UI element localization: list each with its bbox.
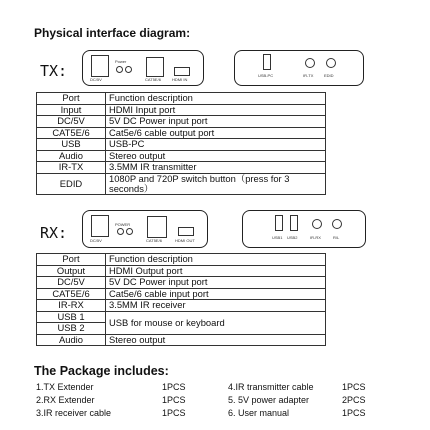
tx-front-panel <box>82 50 204 86</box>
table-row <box>37 162 326 174</box>
tx-edid-label: EDID <box>324 73 334 78</box>
hdmi-port-icon <box>178 227 194 236</box>
tx-cat-label: CAT5E/6 <box>145 77 161 82</box>
port-cell: USB <box>37 139 106 151</box>
dc-port-icon <box>91 55 109 77</box>
rx-usb1-label: USB1 <box>272 235 283 240</box>
port-cell: Audio <box>37 150 106 162</box>
rx-port-table <box>36 253 326 346</box>
rx-hdmi-label: HDMI OUT <box>175 238 195 243</box>
package-qty: 1PCS <box>162 408 186 418</box>
desc-cell: Cat5e/6 cable output port <box>106 127 326 139</box>
package-qty: 1PCS <box>162 382 186 392</box>
table-row <box>37 139 326 151</box>
desc-cell: 1080P and 720P switch button（press for 3 seconds） <box>106 173 326 194</box>
port-cell: CAT5E/6 <box>37 127 106 139</box>
port-cell: IR-RX <box>37 300 106 312</box>
table-row <box>37 265 326 277</box>
table-row <box>37 150 326 162</box>
tx-dc-label: DC/5V <box>90 77 102 82</box>
tx-irtx-label: IR-TX <box>303 73 314 78</box>
ir-jack-icon <box>305 58 315 68</box>
table-row <box>37 116 326 128</box>
desc-cell: 3.5MM IR receiver <box>106 300 326 312</box>
package-qty: 1PCS <box>342 382 366 392</box>
package-title: The Package includes: <box>34 364 169 378</box>
package-item: 5. 5V power adapter <box>228 395 310 405</box>
usb-port-icon <box>263 54 271 70</box>
dc-port-icon <box>91 215 109 237</box>
rx-irrx-label: IR-RX <box>310 235 321 240</box>
table-row <box>37 300 326 312</box>
tx-hdmi-label: HDMI IN <box>172 77 188 82</box>
table-row <box>37 311 326 323</box>
package-item: 6. User manual <box>228 408 290 418</box>
port-cell: Input <box>37 104 106 116</box>
rj45-port-icon <box>146 57 164 77</box>
tx-usb-label: USB-PC <box>258 73 274 78</box>
edid-button-icon <box>326 58 336 68</box>
package-item: 1.TX Extender <box>36 382 94 392</box>
port-cell: Output <box>37 265 106 277</box>
audio-jack-icon <box>332 219 342 229</box>
port-cell: Audio <box>37 334 106 346</box>
rx-back-panel <box>242 210 366 248</box>
table-row <box>37 104 326 116</box>
page-title: Physical interface diagram: <box>34 26 191 40</box>
table-header: Port <box>37 93 106 105</box>
table-header: Port <box>37 254 106 266</box>
power-led-icon <box>126 228 133 235</box>
port-cell: USB 2 <box>37 323 106 335</box>
desc-cell: 5V DC Power input port <box>106 277 326 289</box>
desc-cell: Stereo output <box>106 334 326 346</box>
table-header: Function description <box>106 254 326 266</box>
desc-cell: USB for mouse or keyboard <box>106 311 326 334</box>
tx-power-label: Power <box>115 59 127 64</box>
package-item: 4.IR transmitter cable <box>228 382 314 392</box>
desc-cell: 3.5MM IR transmitter <box>106 162 326 174</box>
package-item: 2.RX Extender <box>36 395 95 405</box>
ir-jack-icon <box>312 219 322 229</box>
table-row <box>37 277 326 289</box>
usb-port-icon <box>290 215 298 231</box>
rx-label: RX: <box>40 224 68 242</box>
tx-label: TX: <box>40 62 68 80</box>
desc-cell: Stereo output <box>106 150 326 162</box>
package-qty: 1PCS <box>342 408 366 418</box>
port-cell: USB 1 <box>37 311 106 323</box>
port-cell: DC/5V <box>37 116 106 128</box>
rx-front-panel <box>82 210 208 248</box>
desc-cell: 5V DC Power input port <box>106 116 326 128</box>
power-led-icon <box>116 66 123 73</box>
table-row <box>37 288 326 300</box>
tx-port-table <box>36 92 326 195</box>
desc-cell: USB-PC <box>106 139 326 151</box>
port-cell: DC/5V <box>37 277 106 289</box>
desc-cell: Cat5e/6 cable input port <box>106 288 326 300</box>
table-row <box>37 127 326 139</box>
power-led-icon <box>117 228 124 235</box>
package-qty: 2PCS <box>342 395 366 405</box>
rx-dc-label: DC/5V <box>90 238 102 243</box>
rx-cat-label: CAT5E/6 <box>146 238 162 243</box>
rj45-port-icon <box>147 216 167 238</box>
usb-port-icon <box>275 215 283 231</box>
port-cell: IR-TX <box>37 162 106 174</box>
rx-power-label: POWER <box>115 222 131 227</box>
hdmi-port-icon <box>174 67 190 76</box>
desc-cell: HDMI Input port <box>106 104 326 116</box>
table-header: Function description <box>106 93 326 105</box>
desc-cell: HDMI Output port <box>106 265 326 277</box>
port-cell: CAT5E/6 <box>37 288 106 300</box>
power-led-icon <box>125 66 132 73</box>
rx-usb2-label: USB2 <box>287 235 298 240</box>
tx-back-panel <box>234 50 364 86</box>
port-cell: EDID <box>37 173 106 194</box>
table-row <box>37 334 326 346</box>
package-item: 3.IR receiver cable <box>36 408 112 418</box>
table-row <box>37 173 326 194</box>
package-qty: 1PCS <box>162 395 186 405</box>
rx-rl-label: R/L <box>333 235 340 240</box>
